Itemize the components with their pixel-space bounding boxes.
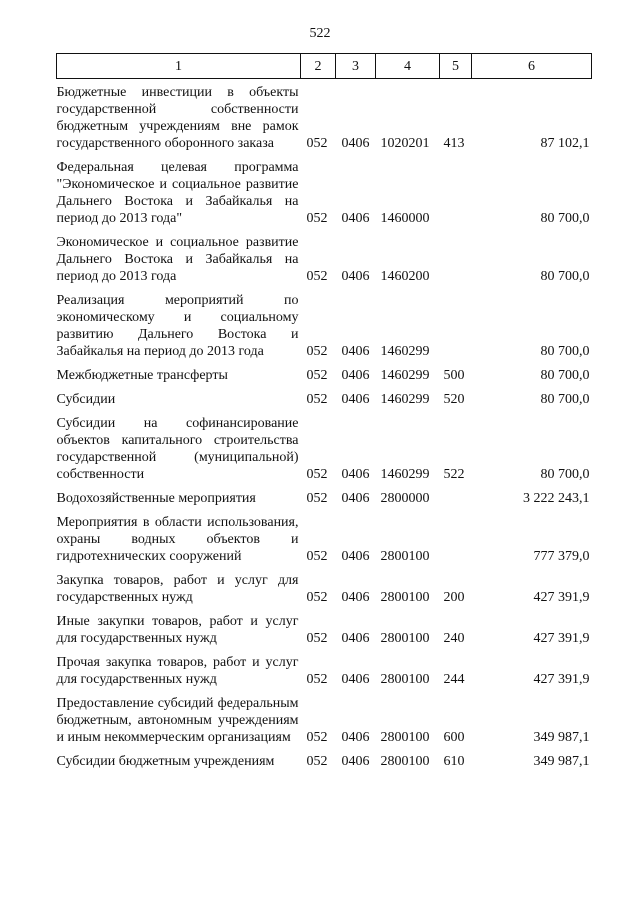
row-name: Мероприятия в области использования, охраны водных объектов и гидротехнических сооружений bbox=[56, 515, 299, 564]
table-row bbox=[57, 292, 592, 367]
row-name: Реализация мероприятий по экономическому и социальному развитию Дальнего Востока и Забайкалья на период до 2013 года bbox=[56, 293, 299, 359]
row-amount: 427 391,9 bbox=[533, 631, 590, 646]
table-row bbox=[57, 415, 592, 490]
row-name: Субсидии бюджетным учреждениям bbox=[56, 754, 275, 769]
row-amount: 80 700,0 bbox=[540, 344, 590, 359]
row-section-code: 0406 bbox=[341, 467, 370, 482]
header-row bbox=[57, 54, 592, 79]
row-name: Прочая закупка товаров, работ и услуг для государственных нужд bbox=[56, 655, 299, 687]
row-admin-code: 052 bbox=[306, 672, 328, 687]
row-amount: 80 700,0 bbox=[540, 392, 590, 407]
row-section-code: 0406 bbox=[341, 631, 370, 646]
row-section-code: 0406 bbox=[341, 211, 370, 226]
row-section-code: 0406 bbox=[341, 269, 370, 284]
table-row bbox=[57, 753, 592, 777]
column-header-2: 2 bbox=[301, 54, 336, 79]
row-section-code: 0406 bbox=[341, 754, 370, 769]
row-target-code: 2800100 bbox=[380, 730, 430, 745]
table-body bbox=[57, 79, 592, 778]
row-expense-code: 520 bbox=[443, 392, 465, 407]
row-admin-code: 052 bbox=[306, 211, 328, 226]
row-target-code: 2800100 bbox=[380, 549, 430, 564]
row-section-code: 0406 bbox=[341, 491, 370, 506]
row-amount: 80 700,0 bbox=[540, 211, 590, 226]
table-row bbox=[57, 234, 592, 292]
row-admin-code: 052 bbox=[306, 491, 328, 506]
row-admin-code: 052 bbox=[306, 549, 328, 564]
table-row bbox=[57, 391, 592, 415]
row-target-code: 2800100 bbox=[380, 590, 430, 605]
row-amount: 777 379,0 bbox=[533, 549, 590, 564]
table-row bbox=[57, 514, 592, 572]
row-target-code: 1460299 bbox=[380, 368, 430, 383]
table-row bbox=[57, 572, 592, 613]
row-target-code: 2800100 bbox=[380, 754, 430, 769]
row-admin-code: 052 bbox=[306, 392, 328, 407]
row-admin-code: 052 bbox=[306, 344, 328, 359]
row-section-code: 0406 bbox=[341, 344, 370, 359]
row-section-code: 0406 bbox=[341, 672, 370, 687]
row-target-code: 2800100 bbox=[380, 672, 430, 687]
row-expense-code bbox=[440, 514, 472, 572]
column-header-4: 4 bbox=[376, 54, 440, 79]
column-header-5: 5 bbox=[440, 54, 472, 79]
row-target-code: 2800100 bbox=[380, 631, 430, 646]
row-admin-code: 052 bbox=[306, 269, 328, 284]
row-target-code: 1460299 bbox=[380, 467, 430, 482]
row-expense-code: 600 bbox=[443, 730, 465, 745]
budget-table bbox=[56, 53, 592, 777]
row-name: Межбюджетные трансферты bbox=[56, 368, 228, 383]
row-amount: 80 700,0 bbox=[540, 368, 590, 383]
row-name: Федеральная целевая программа "Экономическое и социальное развитие Дальнего Востока и Забайкалья на период до 2013 года" bbox=[56, 160, 299, 226]
row-expense-code: 240 bbox=[443, 631, 465, 646]
row-admin-code: 052 bbox=[306, 754, 328, 769]
row-section-code: 0406 bbox=[341, 549, 370, 564]
row-expense-code: 413 bbox=[443, 136, 465, 151]
row-expense-code bbox=[440, 490, 472, 514]
row-section-code: 0406 bbox=[341, 368, 370, 383]
table-row bbox=[57, 695, 592, 753]
page-number: 522 bbox=[309, 26, 331, 41]
row-section-code: 0406 bbox=[341, 136, 370, 151]
row-amount: 349 987,1 bbox=[533, 730, 590, 745]
row-name: Закупка товаров, работ и услуг для государственных нужд bbox=[56, 573, 299, 605]
row-section-code: 0406 bbox=[341, 730, 370, 745]
row-amount: 349 987,1 bbox=[533, 754, 590, 769]
row-name: Водохозяйственные мероприятия bbox=[56, 491, 256, 506]
row-name: Экономическое и социальное развитие Дальнего Востока и Забайкалья на период до 2013 года bbox=[56, 235, 299, 284]
row-admin-code: 052 bbox=[306, 590, 328, 605]
row-name: Субсидии bbox=[56, 392, 116, 407]
row-expense-code: 522 bbox=[443, 467, 465, 482]
row-name: Бюджетные инвестиции в объекты государственной собственности бюджетным учреждениям вне рамок государственного оборонного заказа bbox=[56, 85, 299, 151]
table-header bbox=[57, 54, 592, 79]
row-expense-code: 244 bbox=[443, 672, 465, 687]
column-header-6: 6 bbox=[472, 54, 592, 79]
row-target-code: 1460200 bbox=[380, 269, 430, 284]
row-expense-code: 610 bbox=[443, 754, 465, 769]
row-admin-code: 052 bbox=[306, 136, 328, 151]
row-target-code: 1460299 bbox=[380, 392, 430, 407]
row-target-code: 1460299 bbox=[380, 344, 430, 359]
row-section-code: 0406 bbox=[341, 392, 370, 407]
row-target-code: 1020201 bbox=[380, 136, 430, 151]
table-row bbox=[57, 654, 592, 695]
row-expense-code bbox=[440, 159, 472, 234]
row-amount: 87 102,1 bbox=[540, 136, 590, 151]
row-expense-code bbox=[440, 234, 472, 292]
row-amount: 427 391,9 bbox=[533, 590, 590, 605]
row-expense-code: 500 bbox=[443, 368, 465, 383]
row-admin-code: 052 bbox=[306, 631, 328, 646]
row-expense-code: 200 bbox=[443, 590, 465, 605]
row-expense-code bbox=[440, 292, 472, 367]
row-section-code: 0406 bbox=[341, 590, 370, 605]
table-row bbox=[57, 79, 592, 160]
row-admin-code: 052 bbox=[306, 730, 328, 745]
row-name: Предоставление субсидий федеральным бюджетным, автономным учреждениям и иным некоммерческим организациям bbox=[56, 696, 299, 745]
row-amount: 80 700,0 bbox=[540, 467, 590, 482]
table-row bbox=[57, 159, 592, 234]
table-row bbox=[57, 490, 592, 514]
row-amount: 3 222 243,1 bbox=[523, 491, 590, 506]
row-admin-code: 052 bbox=[306, 368, 328, 383]
row-amount: 80 700,0 bbox=[540, 269, 590, 284]
column-header-3: 3 bbox=[336, 54, 376, 79]
row-target-code: 1460000 bbox=[380, 211, 430, 226]
row-name: Иные закупки товаров, работ и услуг для государственных нужд bbox=[56, 614, 299, 646]
row-name: Субсидии на софинансирование объектов капитального строительства государственной (муниципальной) собственности bbox=[56, 416, 299, 482]
row-target-code: 2800000 bbox=[380, 491, 430, 506]
table-row bbox=[57, 613, 592, 654]
column-header-1: 1 bbox=[57, 54, 301, 79]
table-row bbox=[57, 367, 592, 391]
row-amount: 427 391,9 bbox=[533, 672, 590, 687]
row-admin-code: 052 bbox=[306, 467, 328, 482]
